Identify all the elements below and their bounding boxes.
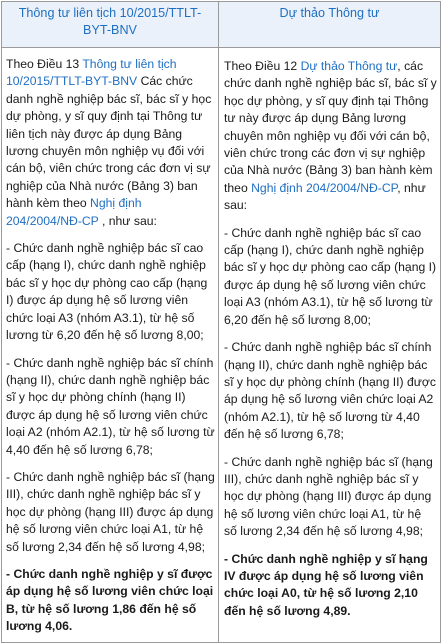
right-intro-mid: , các chức danh nghề nghiệp bác sĩ, bác sĩ y học dự phòng, y sĩ quy định tại Thông tư này được áp dụng Bảng lương chuyên môn nghiệp vụ đối với cán bộ, viên chức trong các đơn vị sự nghiệp của Nhà nước (Bảng 3) ban hành kèm theo <box>224 59 437 195</box>
left-item-1: - Chức danh nghề nghiệp bác sĩ cao cấp (hạng I), chức danh nghề nghiệp bác sĩ y học dự phòng cao cấp (hạng I) được áp dụng hệ số lương viên chức loại A3 (nhóm A3.1), từ hệ số lương từ 6,20 đến hệ số lương 8,00; <box>6 241 208 343</box>
left-circular-link[interactable]: Thông tư liên tịch 10/2015/TTLT-BYT-BNV <box>6 57 177 89</box>
left-intro <box>6 56 215 230</box>
left-decree-link[interactable]: Nghị định 204/2004/NĐ-CP <box>6 196 142 228</box>
right-item-bold: - Chức danh nghề nghiệp y sĩ hạng IV được áp dụng hệ số lương viên chức loại A0, từ hệ số lương 2,10 đến hệ số lương 4,89. <box>224 551 428 618</box>
left-cell <box>2 48 219 643</box>
column-header-right: Dự thảo Thông tư <box>219 2 441 48</box>
header-row <box>2 2 441 48</box>
right-cell <box>219 48 441 643</box>
right-intro-pre: Theo Điều 12 <box>224 59 301 73</box>
left-item-3: - Chức danh nghề nghiệp bác sĩ (hạng III), chức danh nghề nghiệp bác sĩ y học dự phòng (hạng III) được áp dụng hệ số lương viên chức loại A1, từ hệ số lương 2,34 đến hệ số lương 4,98; <box>6 469 215 554</box>
left-intro-post: , như sau: <box>98 213 157 228</box>
left-item-bold: - Chức danh nghề nghiệp y sĩ được áp dụng hệ số lương viên chức loại B, từ hệ số lương 1,86 đến hệ số lương 4,06. <box>6 566 214 634</box>
comparison-table <box>1 1 441 643</box>
right-item-2: - Chức danh nghề nghiệp bác sĩ chính (hạng II), chức danh nghề nghiệp bác sĩ y học dự phòng chính (hạng II) được áp dụng hệ số lương viên chức loại A2 (nhóm A2.1), từ hệ số lương từ 4,40 đến hệ số lương 6,78; <box>224 340 436 442</box>
right-draft-link[interactable]: Dự thảo Thông tư <box>300 59 398 73</box>
left-item-2: - Chức danh nghề nghiệp bác sĩ chính (hạng II), chức danh nghề nghiệp bác sĩ y học dự phòng chính (hạng II) được áp dụng hệ số lương viên chức loại A2 (nhóm A2.1), từ hệ số lương từ 4,40 đến hệ số lương 6,78; <box>6 355 215 457</box>
right-item-1: - Chức danh nghề nghiệp bác sĩ cao cấp (hạng I), chức danh nghề nghiệp bác sĩ y học dự phòng cao cấp (hạng I) được áp dụng hệ số lương viên chức loại A3 (nhóm A3.1), từ hệ số lương từ 6,20 đến hệ số lương 8,00; <box>224 225 437 327</box>
right-decree-link[interactable]: Nghị định 204/2004/NĐ-CP <box>251 180 398 195</box>
left-intro-mid: Các chức danh nghề nghiệp bác sĩ, bác sĩ y học dự phòng, y sĩ quy định tại Thông tư liên tịch này được áp dụng Bảng lương chuyên môn nghiệp vụ đối với cán bộ, viên chức trong các đơn vị sự nghiệp của Nhà nước (Bảng 3) ban hành kèm theo <box>6 74 212 211</box>
left-intro-pre: Theo Điều 13 <box>6 57 83 71</box>
column-header-left: Thông tư liên tịch 10/2015/TTLT-BYT-BNV <box>2 2 219 48</box>
right-intro-post: , như sau: <box>224 180 426 213</box>
content-row <box>2 48 441 643</box>
right-item-3: - Chức danh nghề nghiệp bác sĩ (hạng III), chức danh nghề nghiệp bác sĩ y học dự phòng (hạng III) được áp dụng hệ số lương viên chức loại A1, từ hệ số lương 2,34 đến hệ số lương 4,98; <box>224 454 433 539</box>
right-intro <box>224 58 437 215</box>
